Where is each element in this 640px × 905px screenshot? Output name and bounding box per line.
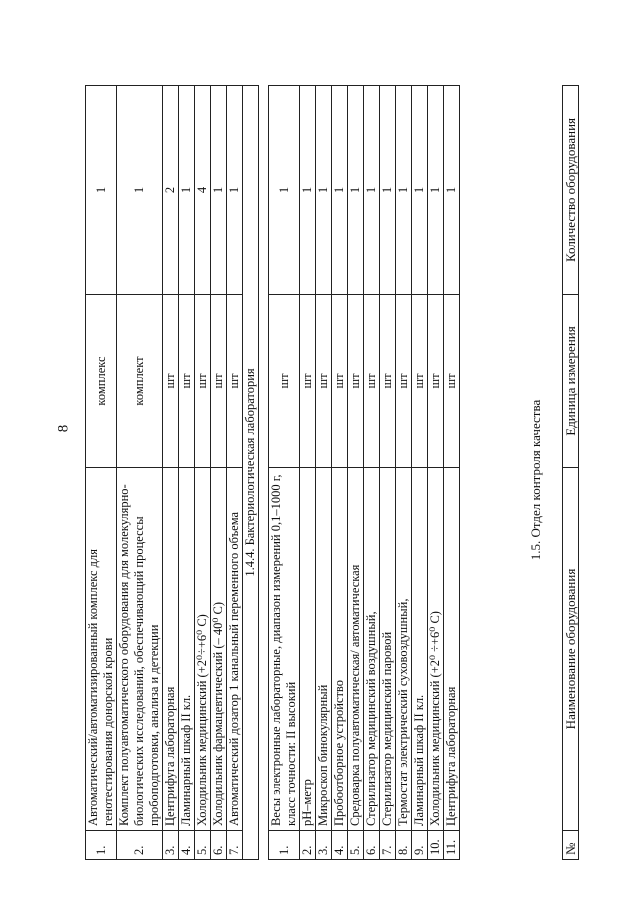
cell-name: Ламинарный шкаф II кл. [412, 468, 428, 831]
cell-unit: шт [348, 295, 364, 468]
cell-num: 6. [364, 831, 380, 860]
table-row [163, 86, 179, 860]
table-row [412, 86, 428, 860]
cell-name: Центрифуга лабораторная [444, 468, 460, 831]
table-row [195, 86, 211, 860]
table-row [316, 86, 332, 860]
header-qty: Количество оборудования [563, 86, 579, 295]
cell-num: 2. [117, 831, 163, 860]
cell-name: Средоварка полуавтоматическая/ автоматическая [348, 468, 364, 831]
cell-qty: 1 [332, 86, 348, 295]
cell-num: 7. [380, 831, 396, 860]
cell-name: Пробоотборное устройство [332, 468, 348, 831]
cell-name: pH–метр [300, 468, 316, 831]
cell-num: 3. [163, 831, 179, 860]
table-row [300, 86, 316, 860]
section-title-bacteriology: 1.4.4. Бактериологическая лаборатория [243, 86, 259, 860]
header-name: Наименование оборудования [563, 468, 579, 831]
table-row [211, 86, 227, 860]
table-row [428, 86, 444, 860]
cell-name: Стерилизатор медицинский паровой [380, 468, 396, 831]
cell-num: 1. [86, 831, 117, 860]
table-row [86, 86, 117, 860]
cell-qty: 1 [380, 86, 396, 295]
cell-num: 9. [412, 831, 428, 860]
cell-num: 4. [332, 831, 348, 860]
cell-name: Автоматический/автоматизированный комплекс для генотестирования донорской крови [86, 468, 117, 831]
cell-name: Автоматический дозатор 1 канальный переменного объема [227, 468, 243, 831]
cell-qty: 1 [117, 86, 163, 295]
cell-unit: шт [227, 295, 243, 468]
cell-num: 6. [211, 831, 227, 860]
table-row [364, 86, 380, 860]
cell-name: Комплект полуавтоматического оборудования для молекулярно-биологических исследований, обеспечивающий процессы пробоподготовки, анализа и детекции [117, 468, 163, 831]
cell-unit: шт [269, 295, 300, 468]
cell-name: Весы электронные лабораторные, диапазон измерений 0,1–1000 г, класс точности: II высокий [269, 468, 300, 831]
cell-qty: 1 [316, 86, 332, 295]
cell-num: 4. [179, 831, 195, 860]
cell-name: Центрифуга лабораторная [163, 468, 179, 831]
cell-unit: шт [316, 295, 332, 468]
cell-qty: 1 [396, 86, 412, 295]
cell-num: 7. [227, 831, 243, 860]
table-row [269, 86, 300, 860]
cell-qty: 1 [412, 86, 428, 295]
equipment-table-quality-control [562, 85, 579, 860]
cell-unit: шт [380, 295, 396, 468]
cell-num: 1. [269, 831, 300, 860]
table-row [227, 86, 243, 860]
section-heading-quality-control: 1.5. Отдел контроля качества [528, 399, 543, 561]
cell-unit: шт [364, 295, 380, 468]
equipment-table-genotesting [85, 85, 259, 860]
cell-name: Термостат электрический суховоздушный, [396, 468, 412, 831]
section-row [243, 86, 259, 860]
equipment-table-bacteriology [268, 85, 460, 860]
cell-name: Ламинарный шкаф II кл. [179, 468, 195, 831]
table-row [117, 86, 163, 860]
cell-name: Микроскоп бинокулярный [316, 468, 332, 831]
cell-unit: шт [396, 295, 412, 468]
table-row [380, 86, 396, 860]
cell-qty: 1 [227, 86, 243, 295]
cell-qty: 1 [86, 86, 117, 295]
cell-unit: шт [179, 295, 195, 468]
cell-qty: 2 [163, 86, 179, 295]
header-num: № [563, 831, 579, 860]
cell-unit: шт [428, 295, 444, 468]
cell-unit: шт [444, 295, 460, 468]
table-header-row [563, 86, 579, 860]
cell-num: 8. [396, 831, 412, 860]
page-number: 8 [55, 424, 72, 433]
table-row [348, 86, 364, 860]
cell-qty: 1 [211, 86, 227, 295]
cell-qty: 1 [364, 86, 380, 295]
cell-qty: 4 [195, 86, 211, 295]
cell-num: 5. [348, 831, 364, 860]
cell-qty: 1 [300, 86, 316, 295]
cell-num: 3. [316, 831, 332, 860]
cell-qty: 1 [348, 86, 364, 295]
cell-num: 2. [300, 831, 316, 860]
cell-unit: комплект [117, 295, 163, 468]
cell-qty: 1 [428, 86, 444, 295]
cell-qty: 1 [179, 86, 195, 295]
table-row [396, 86, 412, 860]
cell-num: 10. [428, 831, 444, 860]
cell-unit: шт [163, 295, 179, 468]
cell-qty: 1 [444, 86, 460, 295]
table-row [332, 86, 348, 860]
cell-name: Холодильник медицинский (+2⁰÷+6⁰ С) [195, 468, 211, 831]
header-unit: Единица измерения [563, 295, 579, 468]
cell-name: Холодильник фармацевтический (– 40⁰ С) [211, 468, 227, 831]
cell-qty: 1 [269, 86, 300, 295]
table-row [444, 86, 460, 860]
document-sheet [85, 60, 610, 860]
cell-unit: шт [300, 295, 316, 468]
cell-unit: шт [211, 295, 227, 468]
cell-unit: шт [332, 295, 348, 468]
cell-unit: шт [195, 295, 211, 468]
cell-name: Холодильник медицинский (+2⁰ ÷+6⁰ С) [428, 468, 444, 831]
cell-name: Стерилизатор медицинский воздушный, [364, 468, 380, 831]
cell-num: 11. [444, 831, 460, 860]
table-row [179, 86, 195, 860]
cell-num: 5. [195, 831, 211, 860]
cell-unit: шт [412, 295, 428, 468]
cell-unit: комплекс [86, 295, 117, 468]
